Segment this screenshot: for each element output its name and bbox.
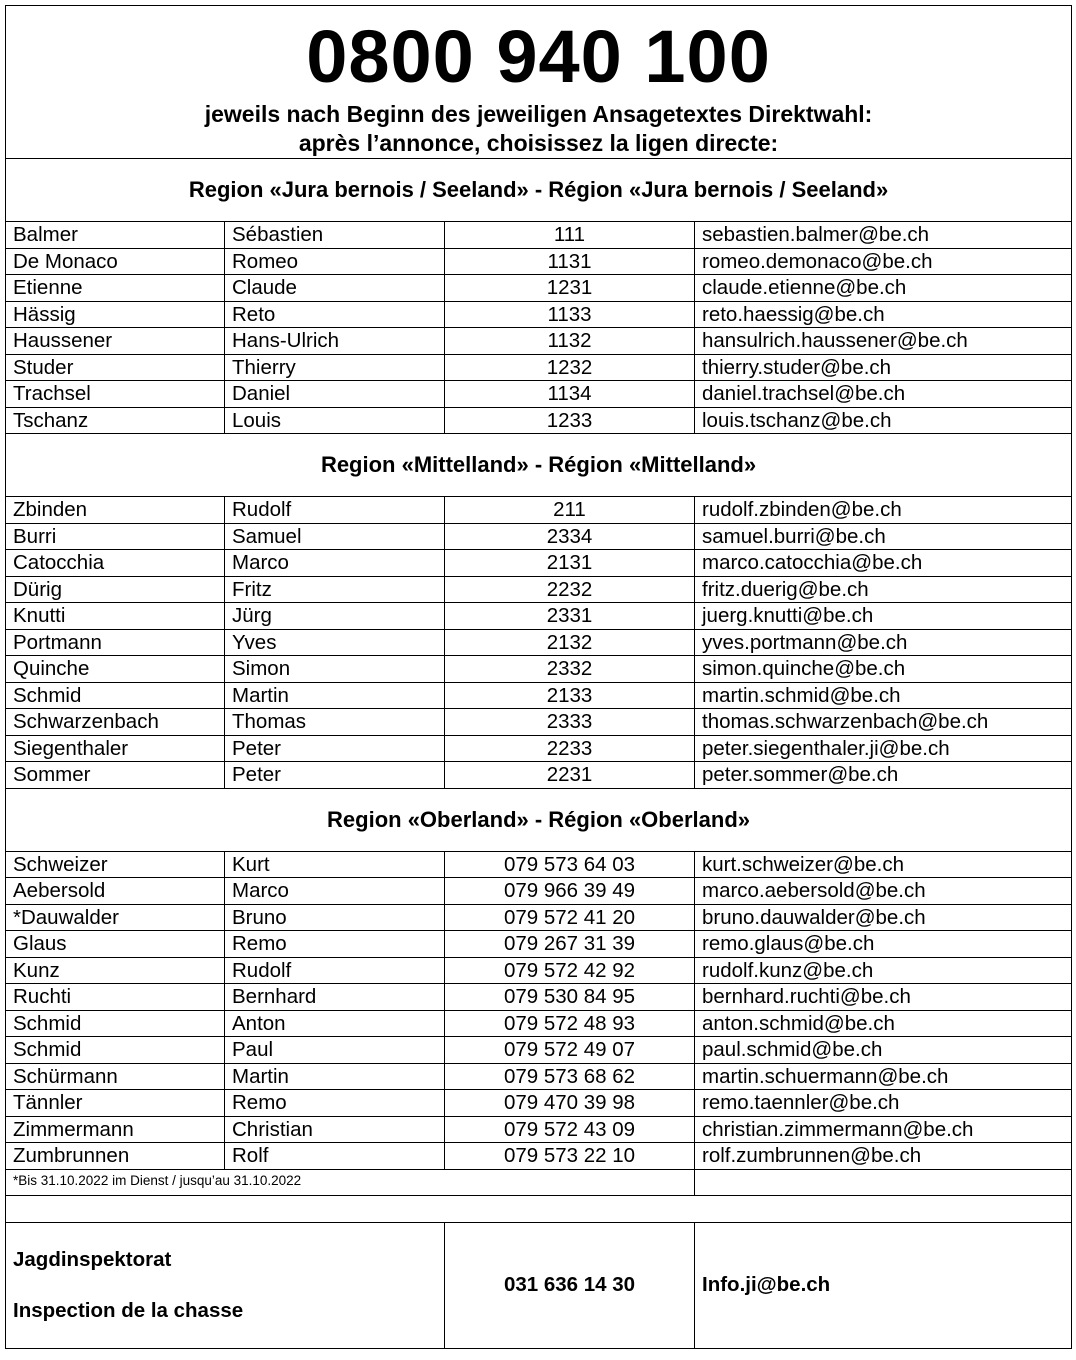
email-cell: martin.schmid@be.ch [695, 682, 1072, 709]
table-row [6, 1037, 1072, 1064]
last-name-cell: Kunz [6, 957, 225, 984]
first-name-cell: Remo [225, 1090, 445, 1117]
first-name-cell: Fritz [225, 576, 445, 603]
email-cell: thierry.studer@be.ch [695, 354, 1072, 381]
email-cell: paul.schmid@be.ch [695, 1037, 1072, 1064]
table-row [6, 301, 1072, 328]
direct-number-cell: 2334 [445, 523, 695, 550]
direct-number-cell: 1231 [445, 275, 695, 302]
region-title: Region «Mittelland» - Région «Mittelland» [6, 434, 1072, 497]
region-header [6, 788, 1072, 851]
inspection-phone-cell: 031 636 14 30 [445, 1222, 695, 1348]
first-name-cell: Thierry [225, 354, 445, 381]
last-name-cell: Balmer [6, 222, 225, 249]
email-cell: rolf.zumbrunnen@be.ch [695, 1143, 1072, 1170]
first-name-cell: Rudolf [225, 957, 445, 984]
table-row [6, 497, 1072, 524]
last-name-cell: Burri [6, 523, 225, 550]
first-name-cell: Hans-Ulrich [225, 328, 445, 355]
direct-number-cell: 2331 [445, 603, 695, 630]
direct-number-cell: 079 572 49 07 [445, 1037, 695, 1064]
last-name-cell: Portmann [6, 629, 225, 656]
email-cell: bruno.dauwalder@be.ch [695, 904, 1072, 931]
table-row [6, 407, 1072, 434]
last-name-cell: Dürig [6, 576, 225, 603]
email-cell: thomas.schwarzenbach@be.ch [695, 709, 1072, 736]
first-name-cell: Thomas [225, 709, 445, 736]
first-name-cell: Reto [225, 301, 445, 328]
email-cell: bernhard.ruchti@be.ch [695, 984, 1072, 1011]
last-name-cell: Etienne [6, 275, 225, 302]
direct-number-cell: 079 572 43 09 [445, 1116, 695, 1143]
table-row [6, 682, 1072, 709]
contact-table [5, 5, 1072, 1349]
table-row [6, 222, 1072, 249]
direct-number-cell: 2132 [445, 629, 695, 656]
email-cell: marco.catocchia@be.ch [695, 550, 1072, 577]
main-phone-number: 0800 940 100 [306, 15, 771, 98]
last-name-cell: Schwarzenbach [6, 709, 225, 736]
email-cell: peter.sommer@be.ch [695, 762, 1072, 789]
direct-number-cell: 2332 [445, 656, 695, 683]
instruction-fr: après l’annonce, choisissez la ligen directe: [298, 130, 779, 156]
table-row [6, 354, 1072, 381]
direct-number-cell: 2131 [445, 550, 695, 577]
table-row [6, 904, 1072, 931]
email-cell: simon.quinche@be.ch [695, 656, 1072, 683]
direct-number-cell: 1133 [445, 301, 695, 328]
table-row [6, 328, 1072, 355]
table-row [6, 957, 1072, 984]
direct-number-cell: 079 530 84 95 [445, 984, 695, 1011]
direct-number-cell: 2333 [445, 709, 695, 736]
last-name-cell: Catocchia [6, 550, 225, 577]
last-name-cell: Tschanz [6, 407, 225, 434]
email-cell: louis.tschanz@be.ch [695, 407, 1072, 434]
first-name-cell: Daniel [225, 381, 445, 408]
direct-number-cell: 079 573 68 62 [445, 1063, 695, 1090]
email-cell: peter.siegenthaler.ji@be.ch [695, 735, 1072, 762]
direct-number-cell: 111 [445, 222, 695, 249]
first-name-cell: Peter [225, 735, 445, 762]
inspection-name-de: Jagdinspektorat [13, 1247, 172, 1271]
last-name-cell: Trachsel [6, 381, 225, 408]
direct-number-cell: 1232 [445, 354, 695, 381]
last-name-cell: Glaus [6, 931, 225, 958]
last-name-cell: Siegenthaler [6, 735, 225, 762]
subtitle-row [6, 100, 1072, 159]
instruction-de: jeweils nach Beginn des jeweiligen Ansagetextes Direktwahl: [204, 101, 873, 127]
first-name-cell: Rudolf [225, 497, 445, 524]
direct-number-cell: 079 572 41 20 [445, 904, 695, 931]
first-name-cell: Louis [225, 407, 445, 434]
table-row [6, 1143, 1072, 1170]
table-row [6, 1090, 1072, 1117]
table-row [6, 576, 1072, 603]
direct-number-cell: 079 573 22 10 [445, 1143, 695, 1170]
first-name-cell: Sébastien [225, 222, 445, 249]
inspection-name-cell [6, 1222, 445, 1348]
table-row [6, 523, 1072, 550]
last-name-cell: *Dauwalder [6, 904, 225, 931]
table-row [6, 735, 1072, 762]
table-row [6, 709, 1072, 736]
inspection-name-fr: Inspection de la chasse [13, 1299, 244, 1322]
direct-number-cell: 079 572 48 93 [445, 1010, 695, 1037]
first-name-cell: Rolf [225, 1143, 445, 1170]
first-name-cell: Martin [225, 1063, 445, 1090]
first-name-cell: Bruno [225, 904, 445, 931]
first-name-cell: Kurt [225, 851, 445, 878]
last-name-cell: Hässig [6, 301, 225, 328]
direct-number-cell: 211 [445, 497, 695, 524]
footnote-text: *Bis 31.10.2022 im Dienst / jusqu’au 31.10.2022 [6, 1169, 695, 1195]
email-cell: martin.schuermann@be.ch [695, 1063, 1072, 1090]
first-name-cell: Yves [225, 629, 445, 656]
last-name-cell: Ruchti [6, 984, 225, 1011]
email-cell: sebastien.balmer@be.ch [695, 222, 1072, 249]
first-name-cell: Anton [225, 1010, 445, 1037]
inspection-row [6, 1222, 1072, 1348]
last-name-cell: De Monaco [6, 248, 225, 275]
contact-sheet [5, 5, 1071, 1349]
email-cell: yves.portmann@be.ch [695, 629, 1072, 656]
direct-number-cell: 2231 [445, 762, 695, 789]
inspection-email-cell: Info.ji@be.ch [695, 1222, 1072, 1348]
table-row [6, 931, 1072, 958]
email-cell: reto.haessig@be.ch [695, 301, 1072, 328]
region-title: Region «Oberland» - Région «Oberland» [6, 788, 1072, 851]
email-cell: hansulrich.haussener@be.ch [695, 328, 1072, 355]
table-row [6, 248, 1072, 275]
table-row [6, 656, 1072, 683]
first-name-cell: Simon [225, 656, 445, 683]
email-cell: remo.taennler@be.ch [695, 1090, 1072, 1117]
last-name-cell: Studer [6, 354, 225, 381]
first-name-cell: Bernhard [225, 984, 445, 1011]
region-title: Region «Jura bernois / Seeland» - Région «Jura bernois / Seeland» [6, 159, 1072, 222]
email-cell: marco.aebersold@be.ch [695, 878, 1072, 905]
email-cell: anton.schmid@be.ch [695, 1010, 1072, 1037]
first-name-cell: Romeo [225, 248, 445, 275]
email-cell: remo.glaus@be.ch [695, 931, 1072, 958]
first-name-cell: Martin [225, 682, 445, 709]
direct-number-cell: 079 966 39 49 [445, 878, 695, 905]
table-row [6, 878, 1072, 905]
spacer-row [6, 1195, 1072, 1222]
table-row [6, 603, 1072, 630]
first-name-cell: Paul [225, 1037, 445, 1064]
table-row [6, 984, 1072, 1011]
email-cell: daniel.trachsel@be.ch [695, 381, 1072, 408]
last-name-cell: Schmid [6, 1010, 225, 1037]
direct-number-cell: 1233 [445, 407, 695, 434]
first-name-cell: Claude [225, 275, 445, 302]
first-name-cell: Christian [225, 1116, 445, 1143]
direct-number-cell: 1132 [445, 328, 695, 355]
last-name-cell: Zumbrunnen [6, 1143, 225, 1170]
direct-number-cell: 2133 [445, 682, 695, 709]
direct-number-cell: 1131 [445, 248, 695, 275]
email-cell: romeo.demonaco@be.ch [695, 248, 1072, 275]
email-cell: claude.etienne@be.ch [695, 275, 1072, 302]
table-row [6, 381, 1072, 408]
table-row [6, 550, 1072, 577]
direct-number-cell: 2233 [445, 735, 695, 762]
direct-number-cell: 079 470 39 98 [445, 1090, 695, 1117]
last-name-cell: Quinche [6, 656, 225, 683]
last-name-cell: Knutti [6, 603, 225, 630]
last-name-cell: Schweizer [6, 851, 225, 878]
direct-number-cell: 079 267 31 39 [445, 931, 695, 958]
last-name-cell: Sommer [6, 762, 225, 789]
email-cell: juerg.knutti@be.ch [695, 603, 1072, 630]
title-row [6, 6, 1072, 101]
first-name-cell: Remo [225, 931, 445, 958]
last-name-cell: Schmid [6, 682, 225, 709]
email-cell: rudolf.kunz@be.ch [695, 957, 1072, 984]
direct-number-cell: 2232 [445, 576, 695, 603]
direct-number-cell: 079 572 42 92 [445, 957, 695, 984]
email-cell: christian.zimmermann@be.ch [695, 1116, 1072, 1143]
region-header [6, 159, 1072, 222]
table-row [6, 851, 1072, 878]
email-cell: fritz.duerig@be.ch [695, 576, 1072, 603]
last-name-cell: Schmid [6, 1037, 225, 1064]
region-header [6, 434, 1072, 497]
email-cell: samuel.burri@be.ch [695, 523, 1072, 550]
last-name-cell: Zbinden [6, 497, 225, 524]
table-row [6, 762, 1072, 789]
email-cell: kurt.schweizer@be.ch [695, 851, 1072, 878]
table-row [6, 629, 1072, 656]
last-name-cell: Zimmermann [6, 1116, 225, 1143]
table-row [6, 1063, 1072, 1090]
first-name-cell: Marco [225, 550, 445, 577]
table-row [6, 275, 1072, 302]
last-name-cell: Aebersold [6, 878, 225, 905]
first-name-cell: Marco [225, 878, 445, 905]
direct-number-cell: 1134 [445, 381, 695, 408]
last-name-cell: Schürmann [6, 1063, 225, 1090]
footnote-row [6, 1169, 1072, 1195]
first-name-cell: Peter [225, 762, 445, 789]
last-name-cell: Tännler [6, 1090, 225, 1117]
direct-number-cell: 079 573 64 03 [445, 851, 695, 878]
last-name-cell: Haussener [6, 328, 225, 355]
first-name-cell: Samuel [225, 523, 445, 550]
table-row [6, 1116, 1072, 1143]
spacer-cell [6, 1195, 1072, 1222]
footnote-empty-cell [695, 1169, 1072, 1195]
first-name-cell: Jürg [225, 603, 445, 630]
table-row [6, 1010, 1072, 1037]
email-cell: rudolf.zbinden@be.ch [695, 497, 1072, 524]
